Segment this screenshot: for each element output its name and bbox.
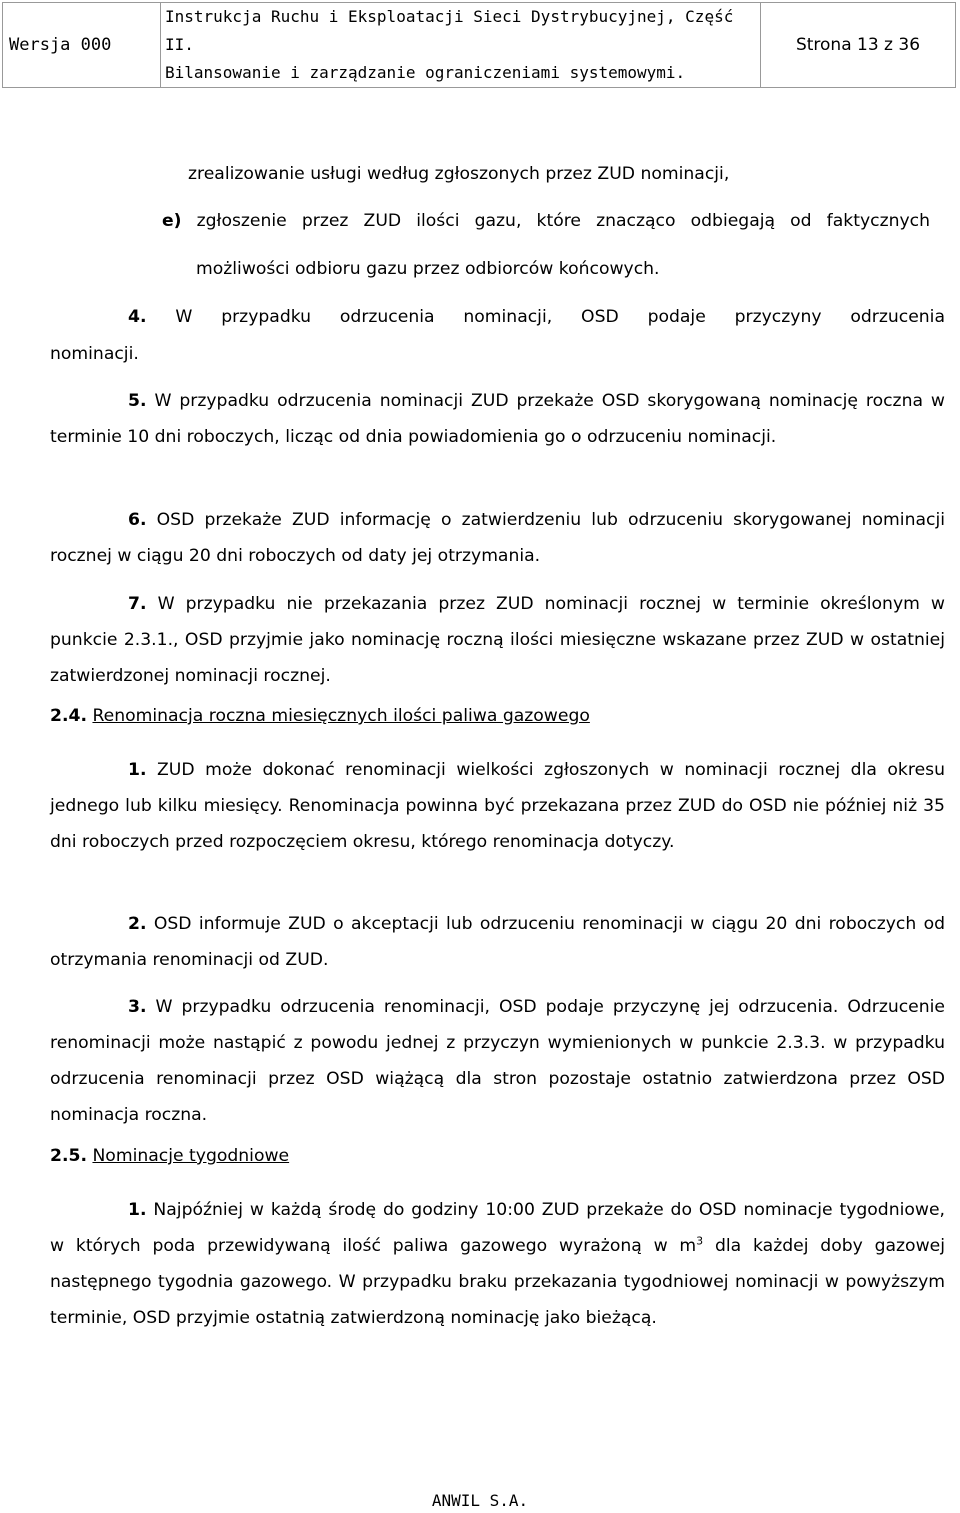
paragraph-7-number: 7. [128,594,147,614]
paragraph-4-text2: nominacji. [50,344,139,364]
header-page-number: Strona 13 z 36 [795,35,921,55]
paragraph-6 [50,502,945,574]
section-2-4-number: 2.4. [50,706,87,726]
paragraph-4-text: W przypadku odrzucenia nominacji, OSD podaje przyczyny odrzucenia [175,307,945,327]
paragraph-7-text: W przypadku nie przekazania przez ZUD nominacji rocznej w terminie określonym w punkcie 2.3.1., OSD przyjmie jako nominację roczną ilości miesięczne wskazane przez ZUD w ostatniej zatwierdzonej nominacji rocznej. [50,594,945,686]
section-2-5-number: 2.5. [50,1146,87,1166]
paragraph-5-number: 5. [128,391,147,411]
paragraph-6-text: OSD przekaże ZUD informację o zatwierdzeniu lub odrzuceniu skorygowanej nominacji rocznej w ciągu 20 dni roboczych od daty jej otrzymania. [50,510,945,566]
page-footer: ANWIL S.A. [431,1491,529,1510]
list-item-e-text: zgłoszenie przez ZUD ilości gazu, które znacząco odbiegają od faktycznych [196,211,930,231]
header-title [161,3,761,87]
weekly-item-1-text-a: Najpóźniej w każdą środę do godziny 10:00 ZUD przekaże do OSD nominacje tygodniowe, w których poda przewidywaną ilość paliwa gazowego wyrażoną w m [50,1200,945,1256]
superscript-3: 3 [696,1234,704,1248]
renomination-item-2 [50,906,945,978]
header-version: Wersja 000 [3,3,161,87]
renomination-item-3-number: 3. [128,997,147,1017]
paragraph-6-number: 6. [128,510,147,530]
section-heading-2-5 [50,1146,289,1166]
list-item-e-label: e) [162,211,182,231]
weekly-item-1-text-b: dla każdej doby gazowej następnego tygodnia gazowego. W przypadku braku przekazania tygodniowej nominacji w powyższym terminie, OSD przyjmie ostatnią zatwierdzoną nominację jako bieżącą. [50,1236,945,1328]
header-title-line1: Instrukcja Ruchu i Eksploatacji Sieci Dystrybucyjnej, Część II. [165,7,734,54]
weekly-item-1-number: 1. [128,1200,147,1220]
paragraph-4-number: 4. [128,307,147,327]
renomination-item-1-number: 1. [128,760,147,780]
list-item-e [162,211,930,231]
paragraph-5-text: W przypadku odrzucenia nominacji ZUD przekaże OSD skorygowaną nominację roczna w terminie 10 dni roboczych, licząc od dnia powiadomienia go o odrzuceniu nominacji. [50,391,945,447]
paragraph-5 [50,383,945,455]
list-item-e-text2: możliwości odbioru gazu przez odbiorców końcowych. [196,259,660,279]
section-2-4-title: Renominacja roczna miesięcznych ilości paliwa gazowego [92,706,590,726]
renomination-item-2-number: 2. [128,914,147,934]
page-header [2,2,956,88]
list-item-d-continuation: zrealizowanie usługi według zgłoszonych przez ZUD nominacji, [188,164,730,184]
header-title-line2: Bilansowanie i zarządzanie ograniczeniami systemowymi. [165,63,686,82]
paragraph-4 [128,307,945,327]
renomination-item-2-text: OSD informuje ZUD o akceptacji lub odrzuceniu renominacji w ciągu 20 dni roboczych od otrzymania renominacji od ZUD. [50,914,945,970]
weekly-item-1 [50,1192,945,1336]
renomination-item-3-text: W przypadku odrzucenia renominacji, OSD podaje przyczynę jej odrzucenia. Odrzucenie renominacji może nastąpić z powodu jednej z przyczyn wymienionych w punkcie 2.3.3. w przypadku odrzucenia renominacji przez OSD wiążącą dla stron pozostaje ostatnio zatwierdzona przez OSD nominacja roczna. [50,997,946,1125]
paragraph-7 [50,586,945,694]
section-heading-2-4 [50,706,590,726]
section-2-5-title: Nominacje tygodniowe [92,1146,290,1166]
renomination-item-1-text: ZUD może dokonać renominacji wielkości zgłoszonych w nominacji rocznej dla okresu jednego lub kilku miesięcy. Renominacja powinna być przekazana przez ZUD do OSD nie później niż 35 dni roboczych przed rozpoczęciem okresu, którego renominacja dotyczy. [50,760,945,852]
renomination-item-1 [50,752,945,860]
renomination-item-3 [50,989,945,1133]
